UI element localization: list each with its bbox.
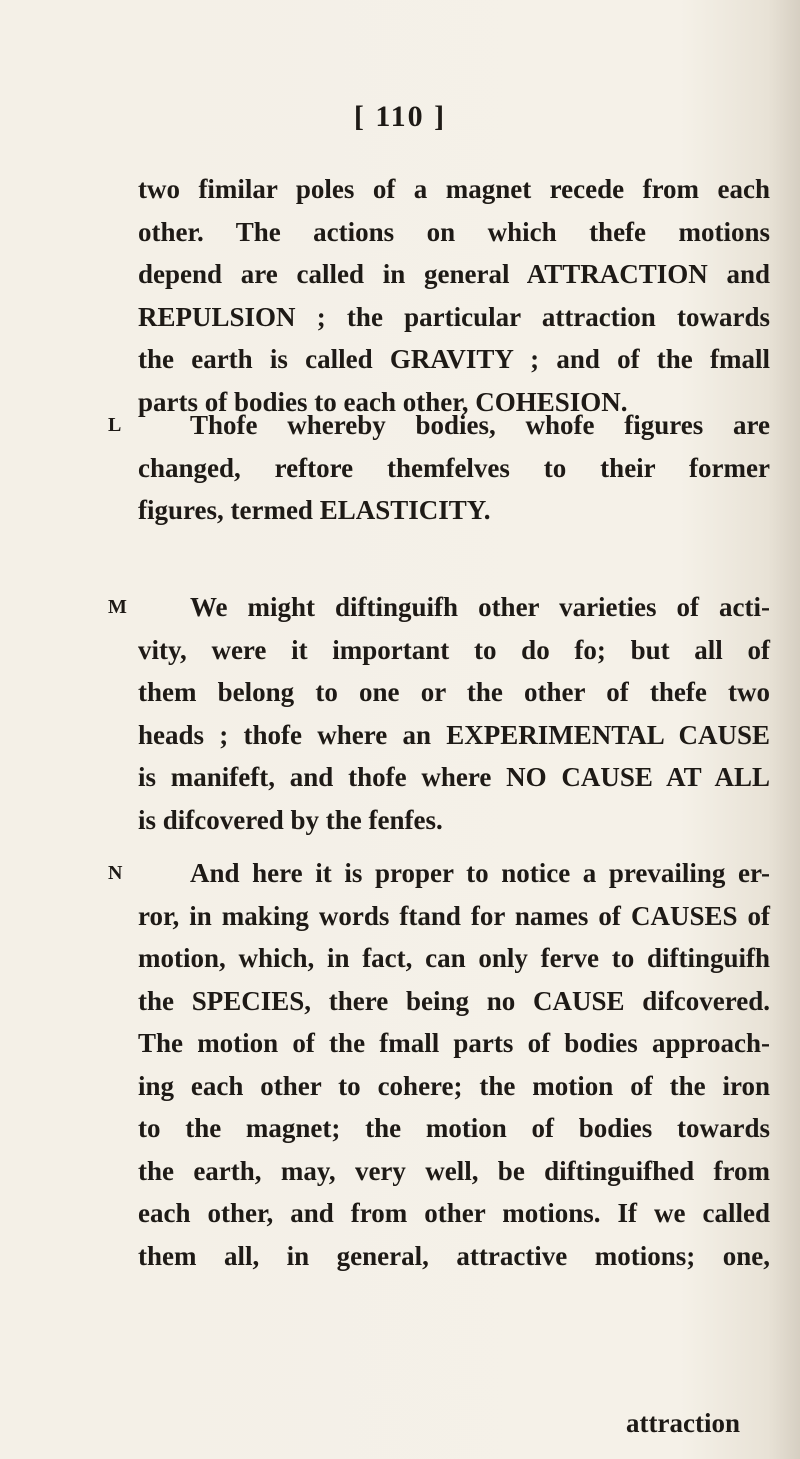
margin-marker-l: L [108,414,122,436]
text-line: We might diftinguifh other varieties of acti- [190,592,770,622]
text-line: REPULSION ; the particular attraction towards [138,301,770,332]
text-line: to the magnet; the motion of bodies towards [138,1113,770,1143]
text-line: the SPECIES, there being no CAUSE difcovered. [138,985,770,1016]
page-number: [ 110 ] [353,100,447,133]
text-line: changed, reftore themfelves to their former [138,452,770,483]
margin-marker-m: M [108,596,127,618]
text-line: other. The actions on which thefe motions [138,216,770,247]
text-line: And here it is proper to notice a prevailing er- [190,858,770,888]
text-line: ror, in making words ftand for names of CAUSES of [138,900,770,931]
text-line: vity, were it important to do fo; but all of [138,634,770,665]
text-line: The motion of the fmall parts of bodies approach- [138,1028,770,1058]
text-line: motion, which, in fact, can only ferve to diftinguifh [138,943,770,973]
text-line: them belong to one or the other of thefe two [138,677,770,707]
text-line: is manifeft, and thofe where NO CAUSE AT ALL [138,762,770,792]
text-line: heads ; thofe where an EXPERIMENTAL CAUSE [138,719,770,750]
text-line: the earth is called GRAVITY ; and of the fmall [138,344,770,374]
text-line: is difcovered by the fenfes. [138,804,443,835]
paragraph-2 [138,404,770,532]
text-line: two fimilar poles of a magnet recede from each [138,174,770,204]
text-line: parts of bodies to each other, COHESION. [138,386,628,417]
text-line: Thofe whereby bodies, whofe figures are [190,410,770,440]
paragraph-4 [138,852,770,1277]
catchword: attraction [626,1408,740,1438]
text-line: them all, in general, attractive motions; one, [138,1240,770,1271]
margin-marker-n: N [108,862,123,884]
paragraph-1 [138,168,770,423]
paragraph-3 [138,586,770,841]
text-line: the earth, may, very well, be diftinguifhed from [138,1155,770,1186]
text-line: ing each other to cohere; the motion of the iron [138,1070,770,1101]
text-line: each other, and from other motions. If we called [138,1198,770,1228]
text-line: figures, termed ELASTICITY. [138,495,491,525]
text-line: depend are called in general ATTRACTION and [138,259,770,289]
